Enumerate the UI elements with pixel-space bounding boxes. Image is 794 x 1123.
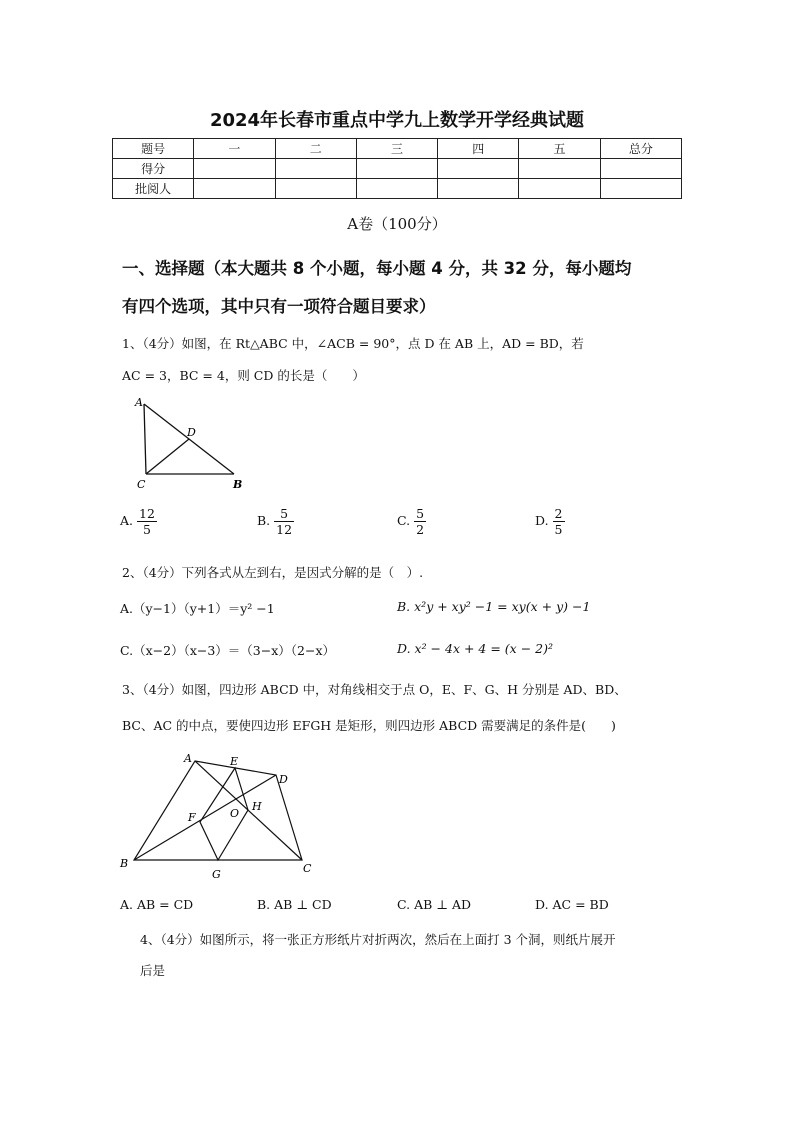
table-cell bbox=[275, 179, 356, 199]
label-b: B bbox=[233, 478, 243, 491]
option-letter: C. bbox=[397, 513, 411, 528]
option-letter: D. bbox=[535, 513, 549, 528]
table-cell bbox=[356, 179, 437, 199]
q4-stem-line2: 后是 bbox=[140, 963, 166, 978]
q1-stem-line2: AC = 3，BC = 4，则 CD 的长是（ ） bbox=[122, 368, 365, 383]
q3-stem-line1: 3、（4分）如图，四边形 ABCD 中，对角线相交于点 O，E、F、G、H 分别是 AD、BD、 bbox=[122, 682, 627, 697]
table-cell: 总分 bbox=[600, 139, 681, 159]
table-cell bbox=[519, 159, 600, 179]
q3-stem-line2: BC、AC 的中点，要使四边形 EFGH 是矩形，则四边形 ABCD 需要满足的条件是( ) bbox=[122, 718, 616, 733]
section-heading-line1: 一、选择题（本大题共 8 个小题，每小题 4 分，共 32 分，每小题均 bbox=[122, 259, 632, 278]
q2-option-a[interactable]: A.（y−1）（y+1）＝y² −1 bbox=[120, 601, 275, 616]
q3-option-d[interactable]: D. AC = BD bbox=[535, 897, 609, 912]
table-row bbox=[113, 159, 682, 179]
numerator: 2 bbox=[554, 506, 563, 521]
section-heading-line2: 有四个选项，其中只有一项符合题目要求） bbox=[122, 297, 436, 316]
fraction bbox=[137, 506, 157, 537]
label-b: B bbox=[120, 857, 129, 870]
fraction bbox=[414, 506, 426, 537]
table-cell bbox=[356, 159, 437, 179]
q1-option-a[interactable] bbox=[120, 506, 157, 537]
label-c: C bbox=[303, 862, 312, 875]
q2-option-b[interactable]: B. x²y + xy² −1 = xy(x + y) −1 bbox=[397, 599, 591, 614]
q1-option-c[interactable] bbox=[397, 506, 426, 537]
q3-option-c[interactable]: C. AB ⊥ AD bbox=[397, 897, 472, 912]
table-cell: 二 bbox=[275, 139, 356, 159]
q1-triangle-figure bbox=[128, 394, 250, 494]
score-table bbox=[112, 138, 682, 199]
option-letter: B. bbox=[257, 513, 271, 528]
table-cell bbox=[194, 179, 275, 199]
denominator: 5 bbox=[137, 521, 157, 537]
table-cell: 题号 bbox=[113, 139, 194, 159]
table-cell bbox=[194, 159, 275, 179]
label-e: E bbox=[230, 755, 239, 768]
q1-option-b[interactable] bbox=[257, 506, 294, 537]
table-cell: 得分 bbox=[113, 159, 194, 179]
table-cell: 三 bbox=[356, 139, 437, 159]
numerator: 5 bbox=[280, 506, 289, 521]
q3-option-a[interactable]: A. AB = CD bbox=[120, 897, 194, 912]
label-g: G bbox=[212, 868, 221, 881]
label-h: H bbox=[252, 800, 262, 813]
table-cell bbox=[600, 159, 681, 179]
label-c: C bbox=[137, 478, 146, 491]
q2-stem: 2、（4分）下列各式从左到右，是因式分解的是（ ）. bbox=[122, 565, 424, 580]
volume-heading: A卷（100分） bbox=[347, 215, 447, 233]
table-cell: 一 bbox=[194, 139, 275, 159]
table-cell bbox=[600, 179, 681, 199]
label-d: D bbox=[187, 426, 196, 439]
label-f: F bbox=[188, 811, 196, 824]
option-letter: A. bbox=[120, 513, 134, 528]
q1-stem-line1: 1、（4分）如图，在 Rt△ABC 中，∠ACB = 90°，点 D 在 AB 上，AD = BD，若 bbox=[122, 336, 584, 351]
table-cell: 批阅人 bbox=[113, 179, 194, 199]
label-a: A bbox=[135, 396, 143, 409]
label-d: D bbox=[279, 773, 288, 786]
numerator: 5 bbox=[416, 506, 425, 521]
q2-option-c[interactable]: C.（x−2）（x−3）＝（3−x）（2−x） bbox=[120, 643, 335, 658]
denominator: 12 bbox=[276, 522, 293, 537]
numerator: 12 bbox=[139, 506, 155, 521]
fraction bbox=[274, 506, 294, 537]
q3-quadrilateral-figure bbox=[114, 745, 324, 883]
label-o: O bbox=[230, 807, 240, 820]
q1-option-d[interactable] bbox=[535, 506, 565, 537]
fraction bbox=[553, 506, 565, 537]
q4-stem-line1: 4、（4分）如图所示，将一张正方形纸片对折两次，然后在上面打 3 个洞，则纸片展开 bbox=[140, 932, 616, 947]
table-row bbox=[113, 179, 682, 199]
denominator: 5 bbox=[554, 522, 563, 537]
score-table-header-row bbox=[113, 139, 682, 159]
denominator: 2 bbox=[416, 522, 425, 537]
table-cell: 五 bbox=[519, 139, 600, 159]
page-title: 2024年长春市重点中学九上数学开学经典试题 bbox=[209, 110, 585, 131]
label-a: A bbox=[184, 752, 192, 765]
q2-option-d[interactable]: D. x² − 4x + 4 = (x − 2)² bbox=[397, 641, 553, 656]
table-cell bbox=[438, 179, 519, 199]
table-cell bbox=[275, 159, 356, 179]
table-cell: 四 bbox=[438, 139, 519, 159]
table-cell bbox=[519, 179, 600, 199]
q3-option-b[interactable]: B. AB ⊥ CD bbox=[257, 897, 332, 912]
table-cell bbox=[438, 159, 519, 179]
